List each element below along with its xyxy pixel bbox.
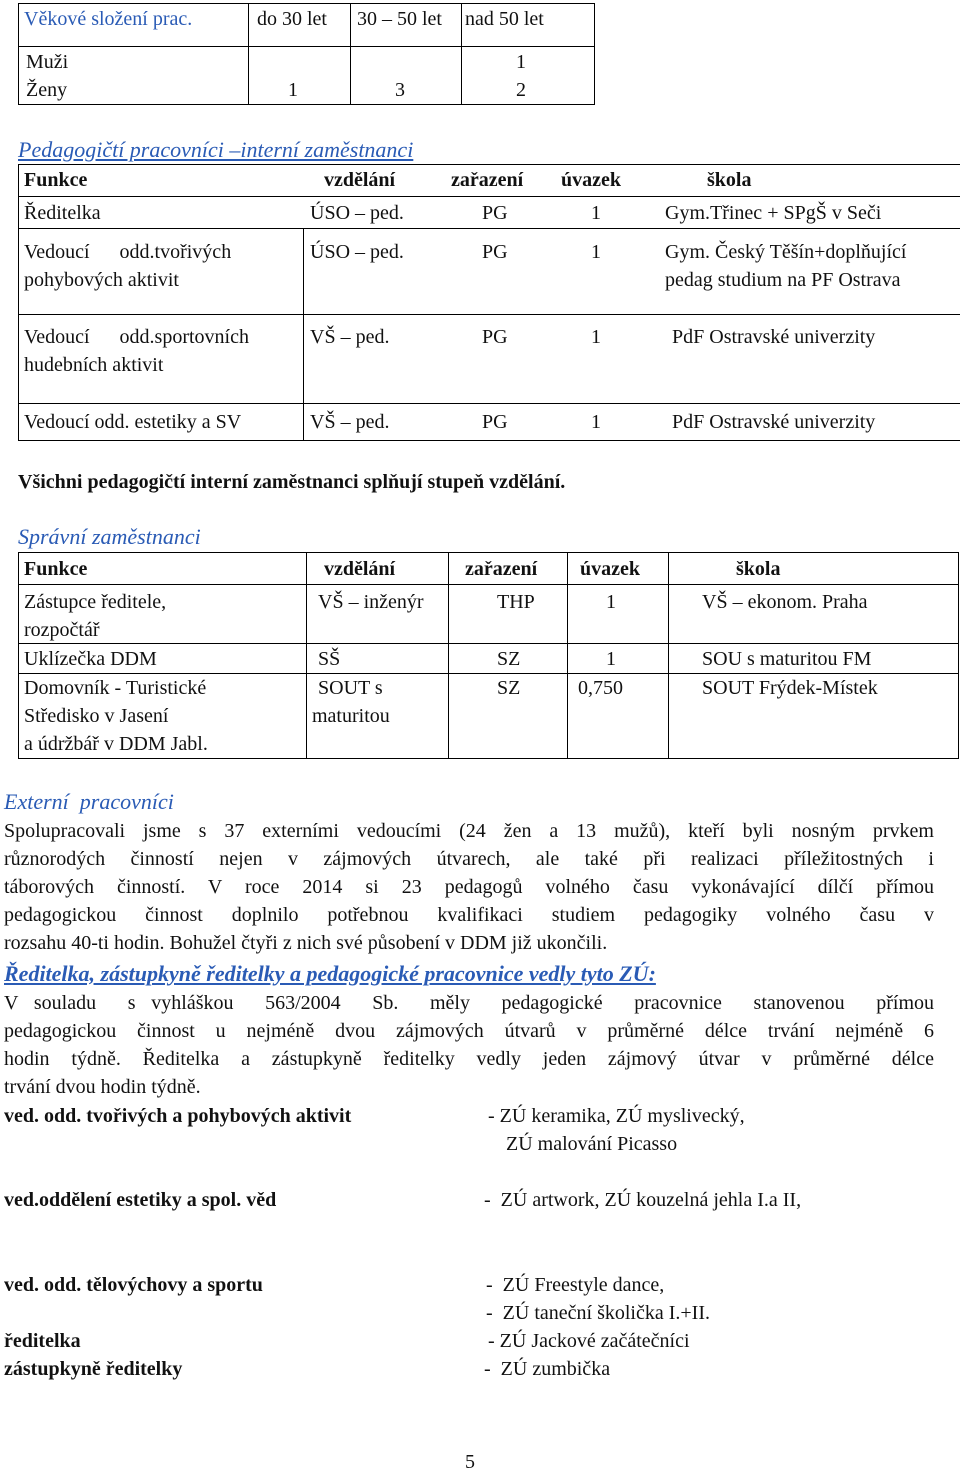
paragraph-line: rozsahu 40-ti hodin. Bohužel čtyři z nich své působení v DDM již ukončili. (4, 932, 608, 954)
internal-row-position: PG (482, 241, 508, 263)
age-table-header-over50: nad 50 let (465, 8, 544, 30)
internal-row-function: Ředitelka (24, 202, 101, 224)
admin-row-load: 1 (606, 591, 616, 613)
internal-row-load: 1 (591, 241, 601, 263)
internal-row-school: PdF Ostravské univerzity (672, 326, 876, 348)
group-label: ředitelka (4, 1330, 81, 1352)
internal-col-school: škola (707, 169, 752, 191)
group-activities-cont: - ZÚ taneční školička I.+II. (486, 1302, 710, 1324)
group-activities: - ZÚ Freestyle dance, (486, 1274, 665, 1296)
internal-row-school: Gym. Český Těšín+doplňující (665, 241, 907, 263)
admin-row-function-cont: a údržbář v DDM Jabl. (24, 733, 208, 755)
internal-col-load: úvazek (561, 169, 621, 191)
admin-row-position: SZ (497, 648, 521, 670)
paragraph-line: Spolupracovali jsme s 37 externími vedoucími (24 žen a 13 mužů), kteří byli nosným prvkem (4, 820, 934, 842)
admin-row-education: SOUT s (318, 677, 383, 699)
leaders-paragraph (4, 989, 934, 1101)
paragraph-line: pedagogickou činnost u nejméně dvou zájmových útvarů v průměrné délce trvání nejméně 6 (4, 1020, 934, 1042)
internal-row-load: 1 (591, 202, 601, 224)
internal-heading: Pedagogičtí pracovníci –interní zaměstnanci (18, 137, 414, 162)
internal-row-function: Vedoucí odd.tvořivých (24, 241, 232, 263)
age-row-women-over50: 2 (516, 79, 526, 101)
group-label: ved.oddělení estetiky a spol. věd (4, 1189, 277, 1211)
internal-col-position: zařazení (451, 169, 524, 191)
paragraph-line: V souladu s vyhláškou 563/2004 Sb. měly pedagogické pracovnice stanovenou přímou (4, 992, 934, 1014)
admin-row-education: VŠ – inženýr (318, 591, 424, 613)
group-label: ved. odd. tvořivých a pohybových aktivit (4, 1105, 352, 1127)
paragraph-line: trvání dvou hodin týdně. (4, 1076, 201, 1098)
admin-row-school: VŠ – ekonom. Praha (702, 591, 868, 613)
internal-row-education: ÚSO – ped. (310, 202, 404, 224)
external-paragraph (4, 817, 934, 957)
age-table-header-under30: do 30 let (257, 8, 327, 30)
paragraph-line: pedagogickou činnost doplnilo potřebnou kvalifikaci studiem pedagogiky volného času v (4, 904, 934, 926)
admin-row-position: SZ (497, 677, 521, 699)
internal-row-education: VŠ – ped. (310, 326, 390, 348)
group-label: zástupkyně ředitelky (4, 1358, 183, 1380)
age-row-men-label: Muži (26, 51, 69, 73)
internal-note: Všichni pedagogičtí interní zaměstnanci splňují stupeň vzdělání. (18, 471, 566, 493)
age-row-women-under30: 1 (288, 79, 298, 101)
internal-col-function: Funkce (24, 169, 88, 191)
internal-row-function-cont: pohybových aktivit (24, 269, 179, 291)
admin-col-load: úvazek (580, 558, 640, 580)
group-activities: - ZÚ zumbička (484, 1358, 611, 1380)
internal-row-load: 1 (591, 411, 601, 433)
admin-row-load: 0,750 (578, 677, 623, 699)
external-heading: Externí pracovníci (4, 789, 174, 814)
paragraph-line: různorodých činností nejen v zájmových útvarech, ale také při realizaci příležitostných i (4, 848, 934, 870)
age-table-header-30-50: 30 – 50 let (357, 8, 442, 30)
internal-row-function: Vedoucí odd. estetiky a SV (24, 411, 242, 433)
admin-row-load: 1 (606, 648, 616, 670)
admin-row-position: THP (497, 591, 535, 613)
internal-row-education: ÚSO – ped. (310, 241, 404, 263)
paragraph-line: táborových činností. V roce 2014 si 23 pedagogů volného času vykonávající dílčí přímou (4, 876, 934, 898)
internal-row-load: 1 (591, 326, 601, 348)
admin-col-function: Funkce (24, 558, 88, 580)
admin-row-function: Zástupce ředitele, (24, 591, 167, 613)
internal-row-position: PG (482, 202, 508, 224)
internal-row-position: PG (482, 326, 508, 348)
group-activities-cont: ZÚ malování Picasso (506, 1133, 678, 1155)
group-label: ved. odd. tělovýchovy a sportu (4, 1274, 263, 1296)
admin-row-function-cont: rozpočtář (24, 619, 100, 641)
internal-row-school-cont: pedag studium na PF Ostrava (665, 269, 901, 291)
paragraph-line: hodin týdně. Ředitelka a zástupkyně ředitelky vedly jeden zájmový útvar v průměrné délce (4, 1048, 934, 1070)
internal-col-education: vzdělání (324, 169, 396, 191)
page-number: 5 (465, 1451, 475, 1473)
internal-row-function: Vedoucí odd.sportovních (24, 326, 249, 348)
age-row-women-label: Ženy (26, 79, 68, 101)
admin-row-school: SOU s maturitou FM (702, 648, 872, 670)
internal-row-function-cont: hudebních aktivit (24, 354, 164, 376)
internal-row-school: PdF Ostravské univerzity (672, 411, 876, 433)
age-row-men-over50: 1 (516, 51, 526, 73)
leaders-heading: Ředitelka, zástupkyně ředitelky a pedagogické pracovnice vedly tyto ZÚ: (4, 961, 656, 986)
internal-row-school: Gym.Třinec + SPgŠ v Seči (665, 202, 882, 224)
admin-col-school: škola (736, 558, 781, 580)
admin-col-position: zařazení (465, 558, 538, 580)
admin-row-education-cont: maturitou (312, 705, 390, 727)
admin-col-education: vzdělání (324, 558, 396, 580)
internal-row-position: PG (482, 411, 508, 433)
group-activities: - ZÚ artwork, ZÚ kouzelná jehla I.a II, (484, 1189, 802, 1211)
admin-row-function-cont: Středisko v Jasení (24, 705, 169, 727)
group-activities: - ZÚ keramika, ZÚ myslivecký, (488, 1105, 745, 1127)
internal-row-education: VŠ – ped. (310, 411, 390, 433)
admin-row-education: SŠ (318, 648, 341, 670)
admin-row-function: Domovník - Turistické (24, 677, 207, 699)
age-table-header-label: Věkové složení prac. (24, 8, 193, 30)
age-row-women-30-50: 3 (395, 79, 405, 101)
admin-heading: Správní zaměstnanci (18, 524, 201, 549)
admin-row-function: Uklízečka DDM (24, 648, 157, 670)
admin-row-school: SOUT Frýdek-Místek (702, 677, 878, 699)
group-activities: - ZÚ Jackové začátečníci (488, 1330, 690, 1352)
